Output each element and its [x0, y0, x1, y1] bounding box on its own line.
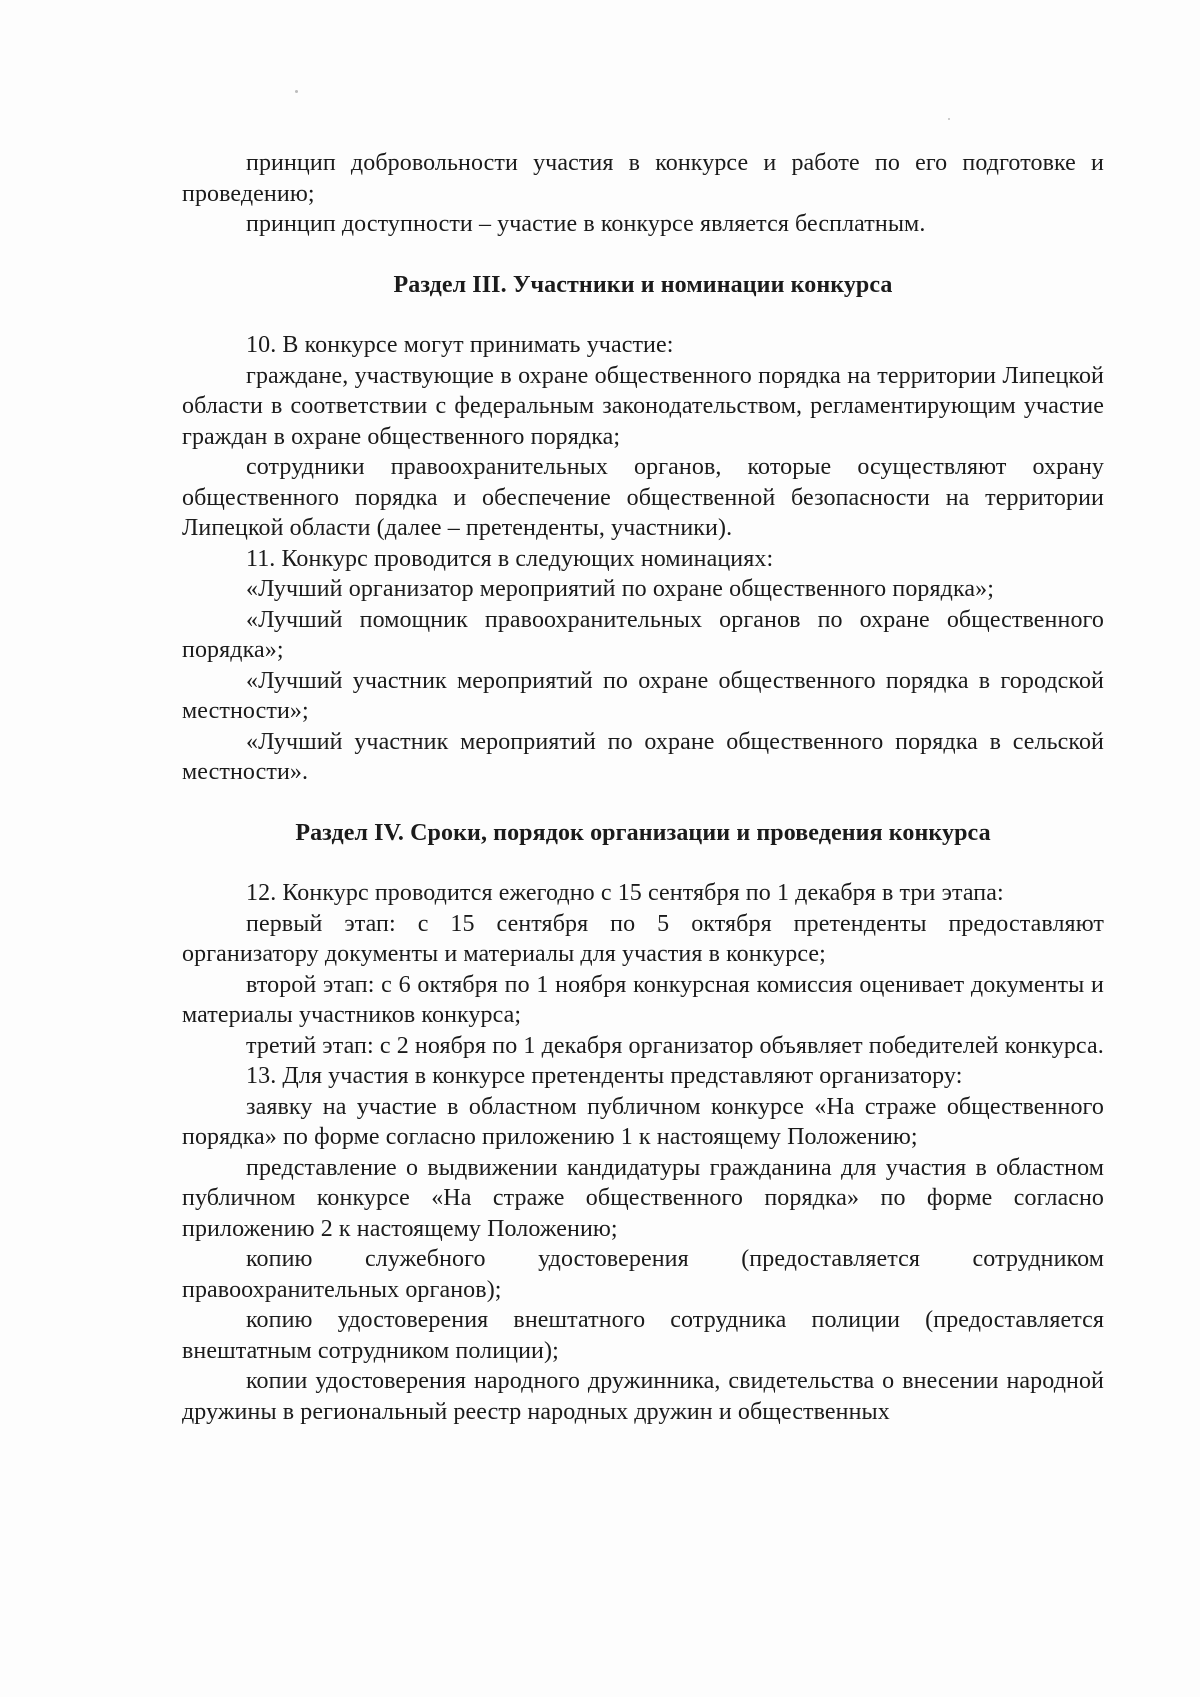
section-heading: Раздел IV. Сроки, порядок организации и проведения конкурса	[295, 819, 991, 846]
paragraph: 11. Конкурс проводится в следующих номинациях:	[246, 545, 774, 572]
section-body	[182, 878, 1104, 1427]
section-heading: Раздел III. Участники и номинации конкурса	[393, 271, 893, 298]
paragraph: второй этап: с 6 октября по 1 ноября конкурсная комиссия оценивает документы и материалы участников конкурса;	[182, 971, 1104, 1028]
paragraph: «Лучший участник мероприятий по охране общественного порядка в сельской местности».	[182, 728, 1104, 785]
paragraph: копию служебного удостоверения (предоставляется сотрудником правоохранительных органов);	[182, 1246, 1104, 1303]
document-body	[182, 148, 1104, 1427]
paragraph: представление о выдвижении кандидатуры гражданина для участия в областном публичном конкурсе «На страже общественного порядка» по форме согласно приложению 2 к настоящему Положению;	[182, 1154, 1104, 1242]
paragraph: 12. Конкурс проводится ежегодно с 15 сентября по 1 декабря в три этапа:	[246, 880, 1004, 906]
paragraph: третий этап: с 2 ноября по 1 декабря организатор объявляет победителей конкурса.	[246, 1032, 1104, 1059]
paragraph: заявку на участие в областном публичном конкурсе «На страже общественного порядка» по форме согласно приложению 1 к настоящему Положению;	[182, 1093, 1104, 1150]
section-body	[182, 330, 1104, 788]
scan-speck	[295, 90, 298, 93]
paragraph: 13. Для участия в конкурсе претенденты представляют организатору:	[246, 1063, 963, 1089]
scan-speck	[948, 118, 950, 120]
paragraph: копии удостоверения народного дружинника, свидетельства о внесении народной дружины в региональный реестр народных дружин и общественных	[182, 1368, 1104, 1425]
paragraph: «Лучший участник мероприятий по охране общественного порядка в городской местности»;	[182, 667, 1104, 724]
paragraph: «Лучший организатор мероприятий по охране общественного порядка»;	[246, 576, 994, 602]
paragraph: 10. В конкурсе могут принимать участие:	[246, 332, 674, 358]
paragraph: первый этап: с 15 сентября по 5 октября претенденты предоставляют организатору документы и материалы для участия в конкурсе;	[182, 910, 1104, 967]
paragraph: сотрудники правоохранительных органов, которые осуществляют охрану общественного порядка и обеспечение общественной безопасности на территории Липецкой области (далее – претенденты, участники).	[182, 454, 1104, 541]
paragraph: копию удостоверения внештатного сотрудника полиции (предоставляется внештатным сотрудником полиции);	[182, 1307, 1104, 1364]
paragraph: «Лучший помощник правоохранительных органов по охране общественного порядка»;	[182, 606, 1104, 663]
paragraph: принцип доступности – участие в конкурсе является бесплатным.	[246, 211, 926, 237]
paragraph: граждане, участвующие в охране общественного порядка на территории Липецкой области в соответствии с федеральным законодательством, регламентирующим участие граждан в охране общественного порядка;	[182, 362, 1104, 450]
paragraph: принцип добровольности участия в конкурсе и работе по его подготовке и проведению;	[182, 150, 1104, 207]
